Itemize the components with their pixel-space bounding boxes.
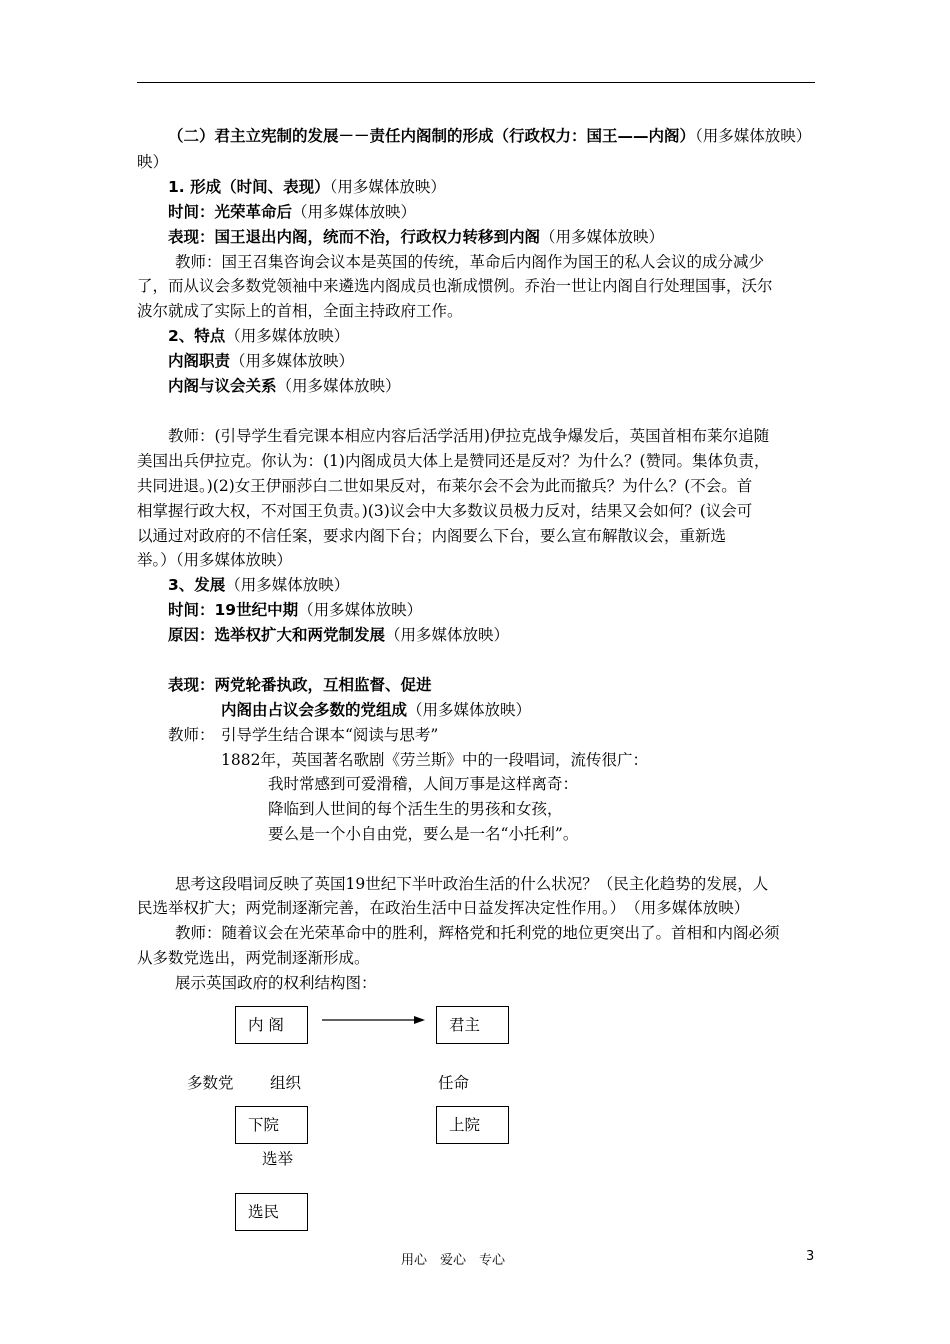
development-teacher-line-2: 1882年，英国著名歌剧《劳兰斯》中的一段唱词，流传很广： [221,751,648,769]
teacher2-line-2: 从多数党选出，两党制逐渐形成。 [137,949,370,967]
cabinet-box [235,1006,308,1044]
features-duty-tail: （用多媒体放映） [230,352,355,370]
features-teacher-line-3: 共同进退。)(2)女王伊丽莎白二世如果反对，布莱尔会不会为此而撤兵？为什么？(不会。首 [137,477,753,495]
formation-show [168,227,664,247]
formation-heading [168,177,446,197]
think-line-2: 民选举权扩大；两党制逐渐完善，在政治生活中日益发挥决定性作用。） （用多媒体放映） [137,899,750,917]
development-heading-bold: 3、发展 [168,576,226,594]
features-heading-bold: 2、特点 [168,327,226,345]
voters-box [235,1193,308,1231]
section-title-tail: （用多媒体放映） [695,127,812,145]
elect-label: 选举 [262,1150,294,1168]
formation-show-bold: 表现：国王退出内阁，统而不治，行政权力转移到内阁 [168,228,541,246]
development-show-2-tail: （用多媒体放映） [407,701,532,719]
formation-teacher-line-2: 了，而从议会多数党领袖中来遴选内阁成员也渐成惯例。乔治一世让内阁自行处理国事，沃尔 [137,277,773,295]
development-reason [168,625,509,645]
lyric-line-1: 我时常感到可爱滑稽，人间万事是这样离奇： [268,775,579,793]
development-reason-tail: （用多媒体放映） [385,626,510,644]
majority-party-label: 多数党 [187,1074,234,1092]
development-teacher-line-1: 引导学生结合课本“阅读与思考” [221,726,439,744]
lyric-line-2: 降临到人世间的每个活生生的男孩和女孩， [268,800,563,818]
features-duty-bold: 内阁职责 [168,352,231,370]
features-teacher-line-4: 相掌握行政大权，不对国王负责。)(3)议会中大多数议员极力反对，结果又会如何？(议会可 [137,502,753,520]
development-time-bold: 时间：19世纪中期 [168,601,299,619]
formation-heading-bold: 1. 形成（时间、表现） [168,178,330,196]
monarch-label: 君主 [449,1016,481,1034]
formation-show-tail: （用多媒体放映） [540,228,665,246]
features-duty [168,351,354,371]
monarch-box [436,1006,509,1044]
features-relation-tail: （用多媒体放映） [276,377,401,395]
development-show-2-bold: 内阁由占议会多数的党组成 [221,701,408,719]
show-diagram-caption: 展示英国政府的权利结构图： [175,974,377,992]
development-show-1: 表现：两党轮番执政，互相监督、促进 [168,676,432,694]
formation-time-bold: 时间：光荣革命后 [168,203,293,221]
cabinet-to-monarch-arrow [322,1013,426,1027]
think-line-1: 思考这段唱词反映了英国19世纪下半叶政治生活的什么状况？（民主化趋势的发展，人 [175,875,769,893]
commons-label: 下院 [248,1116,280,1134]
formation-time [168,202,416,222]
development-time [168,600,422,620]
features-teacher-line-5: 以通过对政府的不信任案，要求内阁下台；内阁要么下台，要么宣布解散议会，重新选 [137,527,727,545]
development-teacher-label: 教师： [168,726,215,744]
features-heading-tail: （用多媒体放映） [225,327,350,345]
appoint-label: 任命 [438,1074,470,1092]
development-show-2 [221,700,531,720]
formation-heading-tail: （用多媒体放映） [329,178,446,196]
development-heading [168,575,349,595]
development-heading-tail: （用多媒体放映） [225,576,350,594]
formation-teacher-line-1: 教师：国王召集咨询会议本是英国的传统，革命后内阁作为国王的私人会议的成分减少 [175,253,765,271]
page-number: 3 [806,1249,815,1264]
header-rule [137,82,815,83]
features-relation [168,376,401,396]
features-teacher-line-6: 举。）（用多媒体放映） [137,551,293,569]
section-title-wrap: 映） [137,153,169,171]
lords-label: 上院 [449,1116,481,1134]
organize-label: 组织 [270,1074,302,1092]
lords-box [436,1106,509,1144]
development-reason-bold: 原因：选举权扩大和两党制发展 [168,626,386,644]
section-title [168,126,811,146]
features-teacher-line-2: 美国出兵伊拉克。你认为：(1)内阁成员大体上是赞同还是反对？为什么？(赞同。集体负责， [137,452,770,470]
cabinet-label: 内 阁 [248,1016,284,1034]
development-time-tail: （用多媒体放映） [298,601,423,619]
commons-box [235,1106,308,1144]
features-heading [168,326,349,346]
features-teacher-line-1: 教师：(引导学生看完课本相应内容后活学活用)伊拉克战争爆发后，英国首相布莱尔追随 [168,427,770,445]
teacher2-line-1: 教师：随着议会在光荣革命中的胜利，辉格党和托利党的地位更突出了。首相和内阁必须 [175,924,780,942]
footer-motto: 用心 爱心 专心 [401,1253,506,1268]
features-relation-bold: 内阁与议会关系 [168,377,277,395]
lyric-line-3: 要么是一个小自由党，要么是一名“小托利”。 [268,825,579,843]
formation-time-tail: （用多媒体放映） [292,203,417,221]
voters-label: 选民 [248,1203,280,1221]
formation-teacher-line-3: 波尔就成了实际上的首相，全面主持政府工作。 [137,302,463,320]
section-title-bold: （二）君主立宪制的发展－－责任内阁制的形成（行政权力：国王——内阁） [168,127,696,145]
